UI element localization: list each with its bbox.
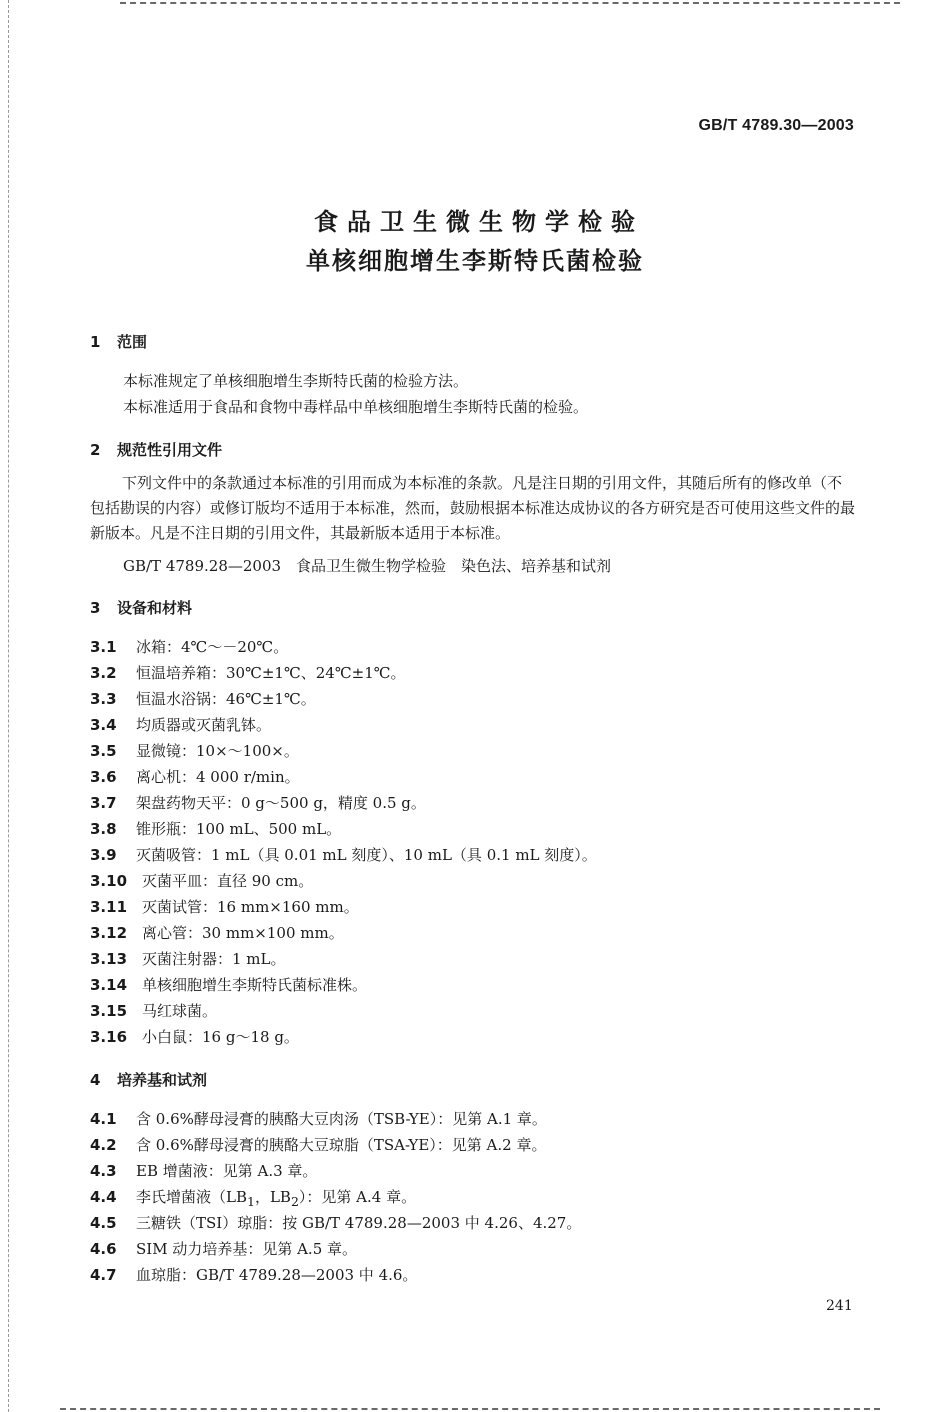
page-number: 241 bbox=[826, 1298, 853, 1314]
normative-reference: GB/T 4789.28—2003 食品卫生微生物学检验 染色法、培养基和试剂 bbox=[123, 557, 612, 575]
item-text: 小白鼠：16 g～18 g。 bbox=[142, 1028, 299, 1046]
item-number: 4.4 bbox=[90, 1188, 117, 1206]
item-text: 架盘药物天平：0 g～500 g，精度 0.5 g。 bbox=[136, 794, 426, 812]
item-number: 3.2 bbox=[90, 664, 117, 682]
item-number: 3.14 bbox=[90, 976, 128, 994]
item-number: 4.6 bbox=[90, 1240, 117, 1258]
item-number: 3.9 bbox=[90, 846, 117, 864]
item-text-part: ）：见第 A.4 章。 bbox=[298, 1188, 417, 1206]
item-text: 三糖铁（TSI）琼脂：按 GB/T 4789.28—2003 中 4.26、4.27。 bbox=[136, 1214, 582, 1232]
document-title: 食品卫生微生物学检验 bbox=[314, 208, 644, 236]
list-item bbox=[90, 766, 300, 787]
list-item bbox=[90, 922, 344, 943]
list-item bbox=[90, 974, 367, 995]
item-number: 3.16 bbox=[90, 1028, 128, 1046]
scan-edge-top bbox=[120, 2, 900, 4]
item-text: 单核细胞增生李斯特氏菌标准株。 bbox=[142, 976, 368, 994]
list-item bbox=[90, 662, 406, 683]
item-number: 3.6 bbox=[90, 768, 117, 786]
paragraph: 本标准规定了单核细胞增生李斯特氏菌的检验方法。 bbox=[123, 372, 469, 390]
item-text: 灭菌试管：16 mm×160 mm。 bbox=[142, 898, 359, 916]
item-text-part: ，LB bbox=[254, 1188, 291, 1206]
item-number: 3.5 bbox=[90, 742, 117, 760]
list-item bbox=[90, 1186, 416, 1209]
section-number: 3 bbox=[90, 599, 101, 617]
item-text: 马红球菌。 bbox=[142, 1002, 218, 1020]
item-number: 4.1 bbox=[90, 1110, 117, 1128]
item-number: 3.11 bbox=[90, 898, 128, 916]
item-text: 血琼脂：GB/T 4789.28—2003 中 4.6。 bbox=[136, 1266, 418, 1284]
item-number: 3.8 bbox=[90, 820, 117, 838]
item-number: 4.7 bbox=[90, 1266, 117, 1284]
item-text: 灭菌平皿：直径 90 cm。 bbox=[142, 872, 314, 890]
section-number: 4 bbox=[90, 1071, 101, 1089]
item-text: EB 增菌液：见第 A.3 章。 bbox=[136, 1162, 318, 1180]
list-item bbox=[90, 844, 597, 865]
item-number: 4.2 bbox=[90, 1136, 117, 1154]
section-number: 2 bbox=[90, 441, 101, 459]
item-number: 3.1 bbox=[90, 638, 117, 656]
list-item bbox=[90, 740, 299, 761]
list-item bbox=[90, 1134, 546, 1155]
subscript: 2 bbox=[290, 1194, 299, 1209]
item-text-part: 李氏增菌液（LB bbox=[136, 1188, 247, 1206]
item-number: 3.3 bbox=[90, 690, 117, 708]
scan-edge-bottom bbox=[60, 1408, 880, 1410]
section-title: 培养基和试剂 bbox=[117, 1071, 208, 1089]
list-item bbox=[90, 688, 316, 709]
list-item bbox=[90, 1212, 581, 1233]
item-number: 3.15 bbox=[90, 1002, 128, 1020]
list-item bbox=[90, 714, 271, 735]
item-text: 均质器或灭菌乳钵。 bbox=[136, 716, 272, 734]
section-heading bbox=[90, 597, 192, 618]
item-text: SIM 动力培养基：见第 A.5 章。 bbox=[136, 1240, 358, 1258]
list-item bbox=[90, 896, 359, 917]
item-number: 4.5 bbox=[90, 1214, 117, 1232]
item-text: 离心管：30 mm×100 mm。 bbox=[142, 924, 344, 942]
list-item bbox=[90, 1026, 299, 1047]
section-title: 范围 bbox=[117, 333, 148, 351]
paragraph: 下列文件中的条款通过本标准的引用而成为本标准的条款。凡是注日期的引用文件，其随后所有的修改单（不包括勘误的内容）或修订版均不适用于本标准，然而，鼓励根据本标准达成协议的各方研究是否可使用这些文件的最新版本。凡是不注日期的引用文件，其最新版本适用于本标准。 bbox=[90, 474, 856, 542]
item-number: 3.7 bbox=[90, 794, 117, 812]
item-text: 冰箱：4℃～－20℃。 bbox=[136, 638, 289, 656]
item-text: 含 0.6%酵母浸膏的胰酪大豆琼脂（TSA-YE）：见第 A.2 章。 bbox=[136, 1136, 547, 1154]
item-text bbox=[136, 1188, 417, 1209]
section-heading bbox=[90, 1069, 207, 1090]
item-number: 4.3 bbox=[90, 1162, 117, 1180]
standard-code: GB/T 4789.30—2003 bbox=[698, 117, 854, 134]
list-item bbox=[90, 792, 426, 813]
list-item bbox=[90, 1000, 217, 1021]
list-item bbox=[90, 636, 288, 657]
item-text: 恒温培养箱：30℃±1℃、24℃±1℃。 bbox=[136, 664, 406, 682]
item-number: 3.4 bbox=[90, 716, 117, 734]
list-item bbox=[90, 1264, 417, 1285]
item-text: 含 0.6%酵母浸膏的胰酪大豆肉汤（TSB-YE）：见第 A.1 章。 bbox=[136, 1110, 547, 1128]
section-heading bbox=[90, 331, 147, 352]
item-text: 恒温水浴锅：46℃±1℃。 bbox=[136, 690, 316, 708]
section-title: 设备和材料 bbox=[117, 599, 193, 617]
item-number: 3.13 bbox=[90, 950, 128, 968]
item-text: 锥形瓶：100 mL、500 mL。 bbox=[136, 820, 342, 838]
document-subtitle: 单核细胞增生李斯特氏菌检验 bbox=[306, 247, 644, 275]
list-item bbox=[90, 948, 286, 969]
section-heading bbox=[90, 439, 222, 460]
section-number: 1 bbox=[90, 333, 101, 351]
list-item bbox=[90, 1108, 547, 1129]
item-number: 3.12 bbox=[90, 924, 128, 942]
list-item bbox=[90, 1160, 317, 1181]
section-title: 规范性引用文件 bbox=[117, 441, 223, 459]
list-item bbox=[90, 1238, 357, 1259]
list-item bbox=[90, 818, 341, 839]
item-text: 显微镜：10×～100×。 bbox=[136, 742, 299, 760]
item-number: 3.10 bbox=[90, 872, 128, 890]
paragraph: 本标准适用于食品和食物中毒样品中单核细胞增生李斯特氏菌的检验。 bbox=[123, 398, 589, 416]
list-item bbox=[90, 870, 313, 891]
item-text: 离心机：4 000 r/min。 bbox=[136, 768, 300, 786]
subscript: 1 bbox=[247, 1194, 255, 1209]
item-text: 灭菌注射器：1 mL。 bbox=[142, 950, 286, 968]
item-text: 灭菌吸管：1 mL（具 0.01 mL 刻度）、10 mL（具 0.1 mL 刻度）。 bbox=[136, 846, 597, 864]
